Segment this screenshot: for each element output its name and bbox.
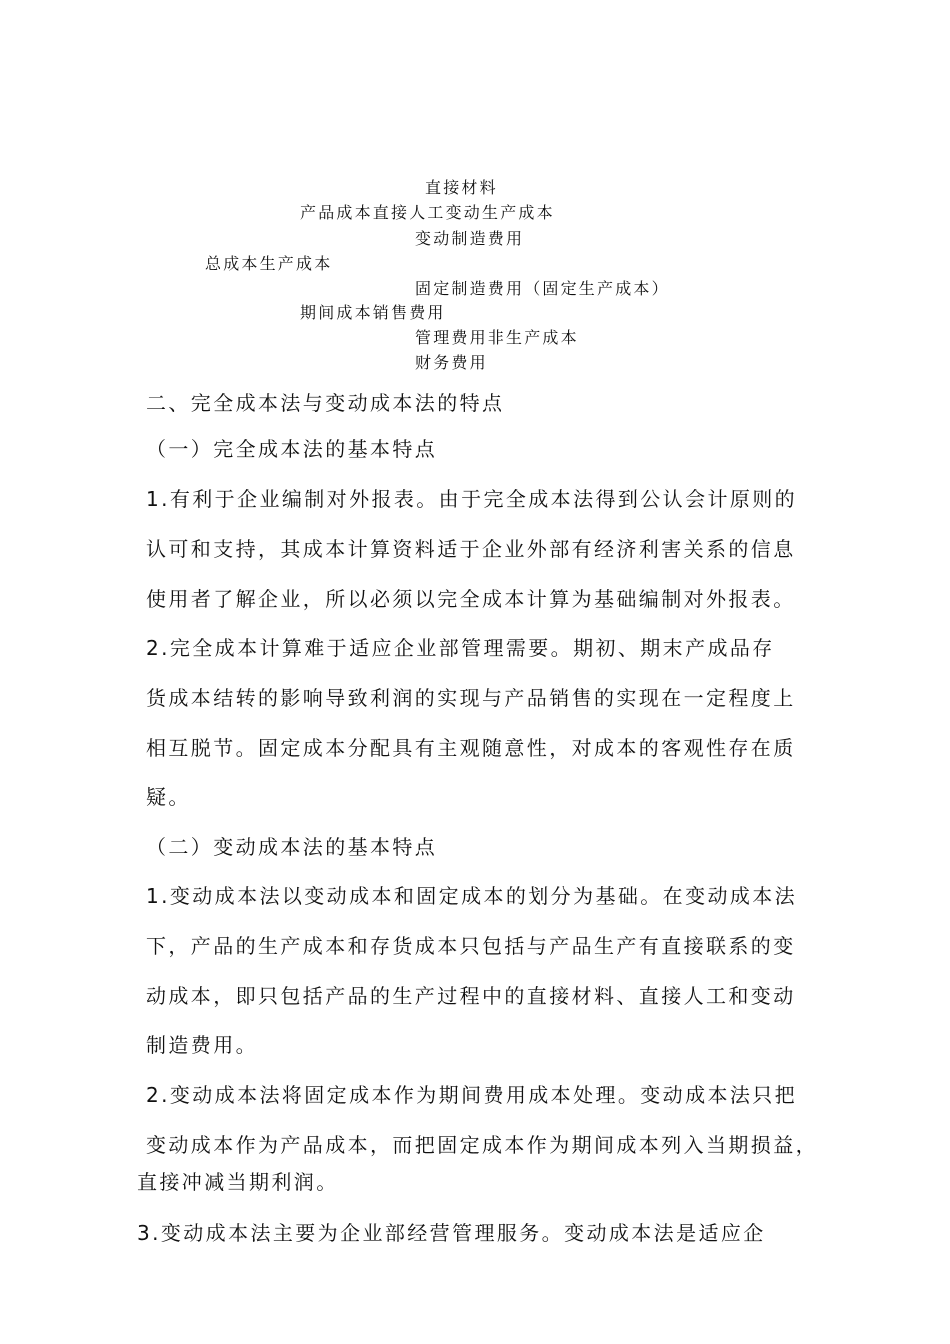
paragraph-line: 认可和支持，其成本计算资料适于企业外部有经济利害关系的信息 [146, 537, 796, 561]
paragraph-line: 使用者了解企业，所以必须以完全成本计算为基础编制对外报表。 [146, 587, 796, 611]
diagram-total-cost: 总成本生产成本 [205, 254, 333, 273]
diagram-fixed-overhead: 固定制造费用（固定生产成本） [415, 279, 670, 298]
paragraph-line: 货成本结转的影响导致利润的实现与产品销售的实现在一定程度上 [146, 686, 796, 710]
paragraph-line: 动成本，即只包括产品的生产过程中的直接材料、直接人工和变动 [146, 984, 796, 1008]
section-heading: 二、完全成本法与变动成本法的特点 [146, 391, 505, 415]
diagram-period-cost: 期间成本销售费用 [300, 303, 446, 322]
paragraph-line: 下，产品的生产成本和存货成本只包括与产品生产有直接联系的变 [146, 934, 796, 958]
paragraph-line: 2.完全成本计算难于适应企业部管理需要。期初、期末产成品存 [146, 636, 775, 660]
paragraph-line: 相互脱节。固定成本分配具有主观随意性，对成本的客观性存在质 [146, 736, 796, 760]
paragraph-line: 2.变动成本法将固定成本作为期间费用成本处理。变动成本法只把 [146, 1083, 798, 1107]
diagram-admin-expense: 管理费用非生产成本 [415, 328, 579, 347]
paragraph-line: 3.变动成本法主要为企业部经营管理服务。变动成本法是适应企 [137, 1221, 766, 1245]
paragraph-line: 制造费用。 [146, 1033, 258, 1057]
subheading-variable-costing: （二）变动成本法的基本特点 [146, 835, 438, 859]
paragraph-line: 变动成本作为产品成本，而把固定成本作为期间成本列入当期损益， [146, 1133, 818, 1157]
paragraph-line: 疑。 [146, 785, 191, 809]
diagram-variable-overhead: 变动制造费用 [415, 229, 525, 248]
diagram-product-cost: 产品成本直接人工变动生产成本 [300, 203, 555, 222]
diagram-finance-expense: 财务费用 [415, 353, 488, 372]
paragraph-line: 1.有利于企业编制对外报表。由于完全成本法得到公认会计原则的 [146, 487, 798, 511]
paragraph-line: 直接冲减当期利润。 [137, 1170, 339, 1194]
paragraph-line: 1.变动成本法以变动成本和固定成本的划分为基础。在变动成本法 [146, 884, 798, 908]
diagram-direct-materials: 直接材料 [425, 178, 498, 197]
subheading-full-costing: （一）完全成本法的基本特点 [146, 437, 438, 461]
